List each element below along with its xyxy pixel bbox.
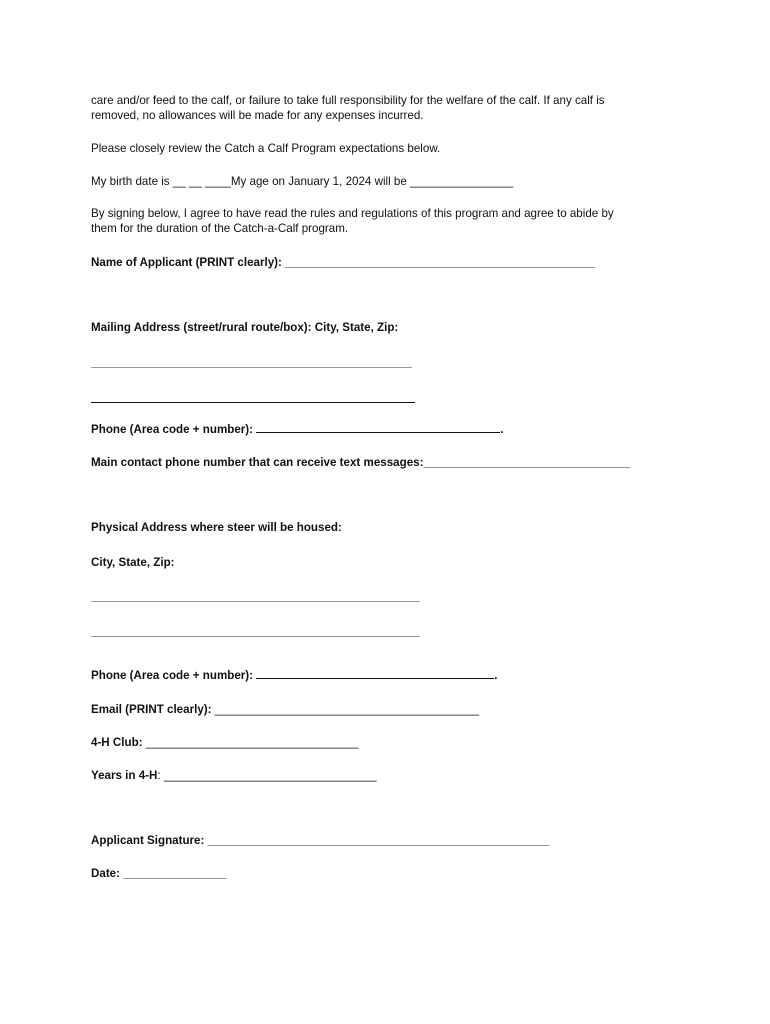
- years-label: Years in 4-H: [91, 769, 158, 782]
- intro-line-2: removed, no allowances will be made for any expenses incurred.: [91, 108, 424, 122]
- club-field[interactable]: [91, 736, 359, 751]
- years-field[interactable]: [91, 769, 377, 784]
- mailing-address-blank-2[interactable]: [91, 402, 415, 403]
- physical-address-blank-2[interactable]: [91, 636, 420, 637]
- club-label: 4-H Club:: [91, 736, 143, 749]
- club-blank[interactable]: _________________________________: [142, 736, 359, 749]
- agree-line-1: By signing below, I agree to have read the rules and regulations of this program and agree to abide by: [91, 207, 614, 220]
- phone-label-2: Phone (Area code + number):: [91, 669, 254, 682]
- phone-end-1: .: [500, 423, 504, 436]
- email-label: Email (PRINT clearly):: [91, 703, 212, 716]
- city-state-zip-label: City, State, Zip:: [91, 556, 175, 569]
- date-field[interactable]: Date: ________________: [91, 867, 227, 880]
- phone-field-1[interactable]: [91, 423, 504, 438]
- review-text: Please closely review the Catch a Calf Program expectations below.: [91, 142, 441, 155]
- text-phone-field[interactable]: Main contact phone number that can receive text messages:________________________________: [91, 456, 630, 469]
- phone-blank-2[interactable]: [256, 677, 494, 679]
- phone-blank-1[interactable]: [256, 431, 500, 433]
- signature-field[interactable]: Applicant Signature: _____________________________________________________: [91, 834, 550, 847]
- email-field[interactable]: [91, 703, 479, 718]
- agree-line-2: them for the duration of the Catch-a-Calf program.: [91, 221, 349, 235]
- phone-field-2[interactable]: [91, 669, 498, 684]
- physical-address-label: Physical Address where steer will be housed:: [91, 521, 342, 534]
- intro-line-1: care and/or feed to the calf, or failure to take full responsibility for the welfare of the calf. If any calf is: [91, 94, 605, 107]
- years-blank[interactable]: : _________________________________: [157, 769, 377, 782]
- email-blank[interactable]: _________________________________________: [211, 703, 480, 716]
- phone-label-1: Phone (Area code + number):: [91, 423, 254, 436]
- phone-end-2: .: [494, 669, 498, 682]
- birth-date-line[interactable]: My birth date is __ __ ____My age on January 1, 2024 will be ________________: [91, 175, 514, 188]
- mailing-address-blank-1[interactable]: [91, 367, 412, 368]
- physical-address-blank-1[interactable]: [91, 601, 420, 602]
- mailing-address-label: Mailing Address (street/rural route/box): City, State, Zip:: [91, 321, 399, 334]
- applicant-name-field[interactable]: Name of Applicant (PRINT clearly): ________________________________________________: [91, 256, 595, 269]
